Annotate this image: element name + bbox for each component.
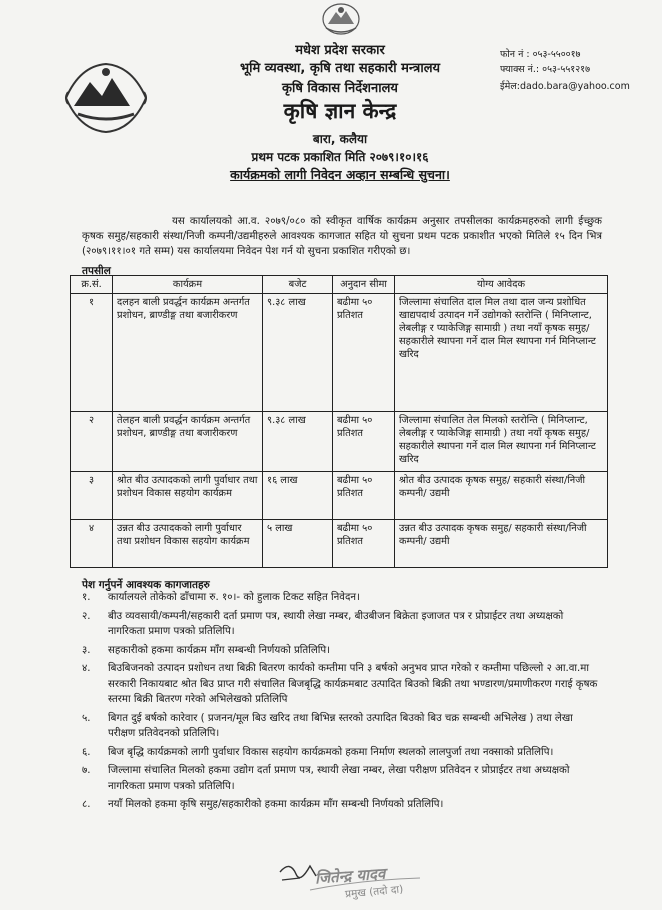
item-text: कार्यालयले तोकेको ढाँचामा रु. १०।- को हुलाक टिकट सहित निवेदन। xyxy=(108,592,360,603)
col-header-budget: बजेट xyxy=(263,276,333,294)
table-caption: तपसील xyxy=(82,265,111,277)
contact-phone: फोन नं : ०५३-५५००१७ xyxy=(500,49,581,60)
publish-date: प्रथम पटक प्रकाशित मिति २०७९।१०।१६ xyxy=(251,150,429,164)
list-item xyxy=(82,797,602,813)
directorate-name: कृषि विकास निर्देशनालय xyxy=(282,81,398,96)
requirements-list xyxy=(82,590,602,816)
cell-sn: २ xyxy=(71,412,113,472)
cell-program: दलहन बाली प्रवर्द्धन कार्यक्रम अन्तर्गत प्रशोधन, ब्राण्डीङ्ग तथा बजारीकरण xyxy=(113,294,263,412)
program-table xyxy=(70,275,608,568)
cell-budget: १६ लाख xyxy=(263,472,333,520)
contact-email: ईमेल:dado.bara@yahoo.com xyxy=(500,81,630,92)
item-number: ३. xyxy=(82,644,91,656)
item-text: नयाँ मिलको हकमा कृषि समुह/सहकारीको हकमा कार्यक्रम माँग सम्बन्धी निर्णयको प्रतिलिपि। xyxy=(108,799,444,810)
cell-subsidy: बढीमा ५० प्रतिशत xyxy=(333,412,395,472)
signatory-title: प्रमुख (तदो दा) xyxy=(344,883,404,901)
cell-budget: ९.३८ लाख xyxy=(263,294,333,412)
table-row xyxy=(71,294,608,412)
table-header-row xyxy=(71,276,608,294)
cell-eligible: जिल्लामा संचालित तेल मिलको स्तरोन्ति ( मिनिप्लान्ट, लेबलीङ्ग र प्याकेजिङ्ग सामाग्री ) तथा नयाँ कृषक समुह/ सहकारीले स्थापना गर्ने दाल मिल स्थापना गर्न मिनिप्लान्ट खरिद xyxy=(395,412,608,472)
cell-eligible: उन्नत बीउ उत्पादक कृषक समुह/ सहकारी संस्था/निजी कम्पनी/ उद्यमी xyxy=(395,520,608,568)
cell-program: श्रोत बीउ उत्पादकको लागी पुर्वाधार तथा प्रशोधन विकास सहयोग कार्यक्रम xyxy=(113,472,263,520)
table-row xyxy=(71,520,608,568)
list-item xyxy=(82,609,602,640)
col-header-subsidy: अनुदान सीमा xyxy=(333,276,395,294)
contact-fax: फ्याक्स नं.: ०५३-५५१२१७ xyxy=(500,64,591,75)
office-title: कृषि ज्ञान केन्द्र xyxy=(283,99,397,123)
item-number: ४. xyxy=(82,663,91,674)
item-text: बिज बृद्धि कार्यक्रमको लागी पुर्वाधार विकास सहयोग कार्यक्रमको हकमा निर्माण स्थलको लालपुर्जा तथा नक्साको प्रतिलिपि। xyxy=(108,746,554,758)
item-text: बीउ व्यवसायी/कम्पनी/सहकारी दर्ता प्रमाण पत्र, स्थायी लेखा नम्बर, बीउबीजन बिक्रेता इजाजत पत्र र प्रोप्राईटर तथा अध्यक्षको नागरिकता प्रमाण पत्रको प्रतिलिपि। xyxy=(108,610,564,637)
item-number: ६. xyxy=(82,746,91,758)
list-item xyxy=(82,763,602,794)
list-item xyxy=(82,643,602,659)
cell-sn: ४ xyxy=(71,520,113,568)
table-row xyxy=(71,472,608,520)
signatory-name: जितेन्द्र यादव xyxy=(314,864,386,888)
cell-budget: ५ लाख xyxy=(263,520,333,568)
list-item xyxy=(82,745,602,761)
cell-sn: १ xyxy=(71,294,113,412)
intro-text: यस कार्यालयको आ.व. २०७९/०८० को स्वीकृत वार्षिक कार्यक्रम अनुसार तपसीलका कार्यक्रमहरुको लागी ईच्छुक कृषक समुह/सहकारी संस्था/निजी कम्पनी/उद्यमीहरुले आवश्यक कागजात सहित यो सुचना प्रथम पटक प्रकाशीत भएको मितिले १५ दिन भित्र (२०७९।११।०१ गते सम्म) यस कार्यालयमा निवेदन पेश गर्न यो सुचना प्रकाशित गरीएको छ। xyxy=(82,216,602,257)
item-text: बिगत दुई बर्षको कारेवार ( प्रजनन/मूल बिउ खरिद तथा बिभिन्न स्तरको उत्पादित बिउको बिउ चक्र सम्बन्धी अभिलेख ) तथा लेखा परीक्षण प्रतिवेदनको प्रतिलिपि। xyxy=(108,712,573,739)
list-item xyxy=(82,711,602,742)
item-text: बिउबिजनको उत्पादन प्रशोधन तथा बिक्री बितरण कार्यको कम्तीमा पनि ३ बर्षको अनुभव प्राप्त गरेको र कम्तीमा पछिल्लो २ आ.वा.मा सरकारी निकायबाट श्रोत बिउ प्राप्त गरी संचालित बिजबृद्धि कार्यक्रमबाट उत्पादित बिउको बिक्री तथा भण्डारण/प्रमाणीकरण गराई कृषक स्तरमा बिक्री बितरण गरेको अभिलेखको प्रतिलिपि xyxy=(108,663,598,705)
intro-paragraph xyxy=(82,214,602,259)
cell-program: तेलहन बाली प्रवर्द्धन कार्यक्रम अन्तर्गत प्रशोधन, ब्राण्डीङ्ग तथा बजारीकरण xyxy=(113,412,263,472)
coat-of-arms-icon xyxy=(318,2,364,36)
cell-eligible: श्रोत बीउ उत्पादक कृषक समुह/ सहकारी संस्था/निजी कम्पनी/ उद्यमी xyxy=(395,472,608,520)
cell-subsidy: बढीमा ५० प्रतिशत xyxy=(333,520,395,568)
item-number: ५. xyxy=(82,712,91,724)
requirements-title: पेश गर्नुपर्ने आवश्यक कागजातहरु xyxy=(82,579,210,591)
office-location: बारा, कलैया xyxy=(312,132,368,146)
cell-subsidy: बढीमा ५० प्रतिशत xyxy=(333,294,395,412)
notice-title: कार्यक्रमको लागी निवेदन अव्हान सम्बन्धि सुचना। xyxy=(230,167,450,182)
list-item xyxy=(82,661,602,708)
item-text: सहकारीको हकमा कार्यक्रम माँग सम्बन्धी निर्णयको प्रतिलिपि। xyxy=(108,644,331,656)
cell-program: उन्नत बीउ उत्पादकको लागी पुर्वाधार तथा प्रशोधन विकास सहयोग कार्यक्रम xyxy=(113,520,263,568)
cell-subsidy: बढीमा ५० प्रतिशत xyxy=(333,472,395,520)
table-row xyxy=(71,412,608,472)
item-number: २. xyxy=(82,610,91,622)
col-header-program: कार्यक्रम xyxy=(113,276,263,294)
cell-budget: ९.३८ लाख xyxy=(263,412,333,472)
list-item xyxy=(82,590,602,606)
cell-eligible: जिल्लामा संचालित दाल मिल तथा दाल जन्य प्रशोधित खाद्यपदार्थ उत्पादन गर्ने उद्योगको स्तरोन्ति ( मिनिप्लान्ट, लेबलीङ्ग र प्याकेजिङ्ग सामाग्री ) तथा नयाँ कृषक समुह/ सहकारीले स्थापना गर्ने दाल मिल स्थापना गर्न मिनिप्लान्ट खरिद xyxy=(395,294,608,412)
col-header-sn: क्र.सं. xyxy=(71,276,113,294)
province-name: मधेश प्रदेश सरकार xyxy=(295,43,385,58)
cell-sn: ३ xyxy=(71,472,113,520)
item-number: ८. xyxy=(82,799,91,810)
col-header-eligible: योग्य आवेदक xyxy=(395,276,608,294)
item-number: १. xyxy=(82,592,91,603)
ministry-name: भूमि व्यवस्था, कृषि तथा सहकारी मन्त्रालय xyxy=(239,61,441,76)
item-text: जिल्लामा संचालित मिलको हकमा उद्योग दर्ता प्रमाण पत्र, स्थायी लेखा नम्बर, लेखा परीक्षण प्रतिवेदन र प्रोप्राईटर तथा अध्यक्षको नागरिकता प्रमाण पत्रको प्रतिलिपि। xyxy=(108,765,570,792)
item-number: ७. xyxy=(82,765,91,776)
government-logo-icon xyxy=(60,58,152,138)
